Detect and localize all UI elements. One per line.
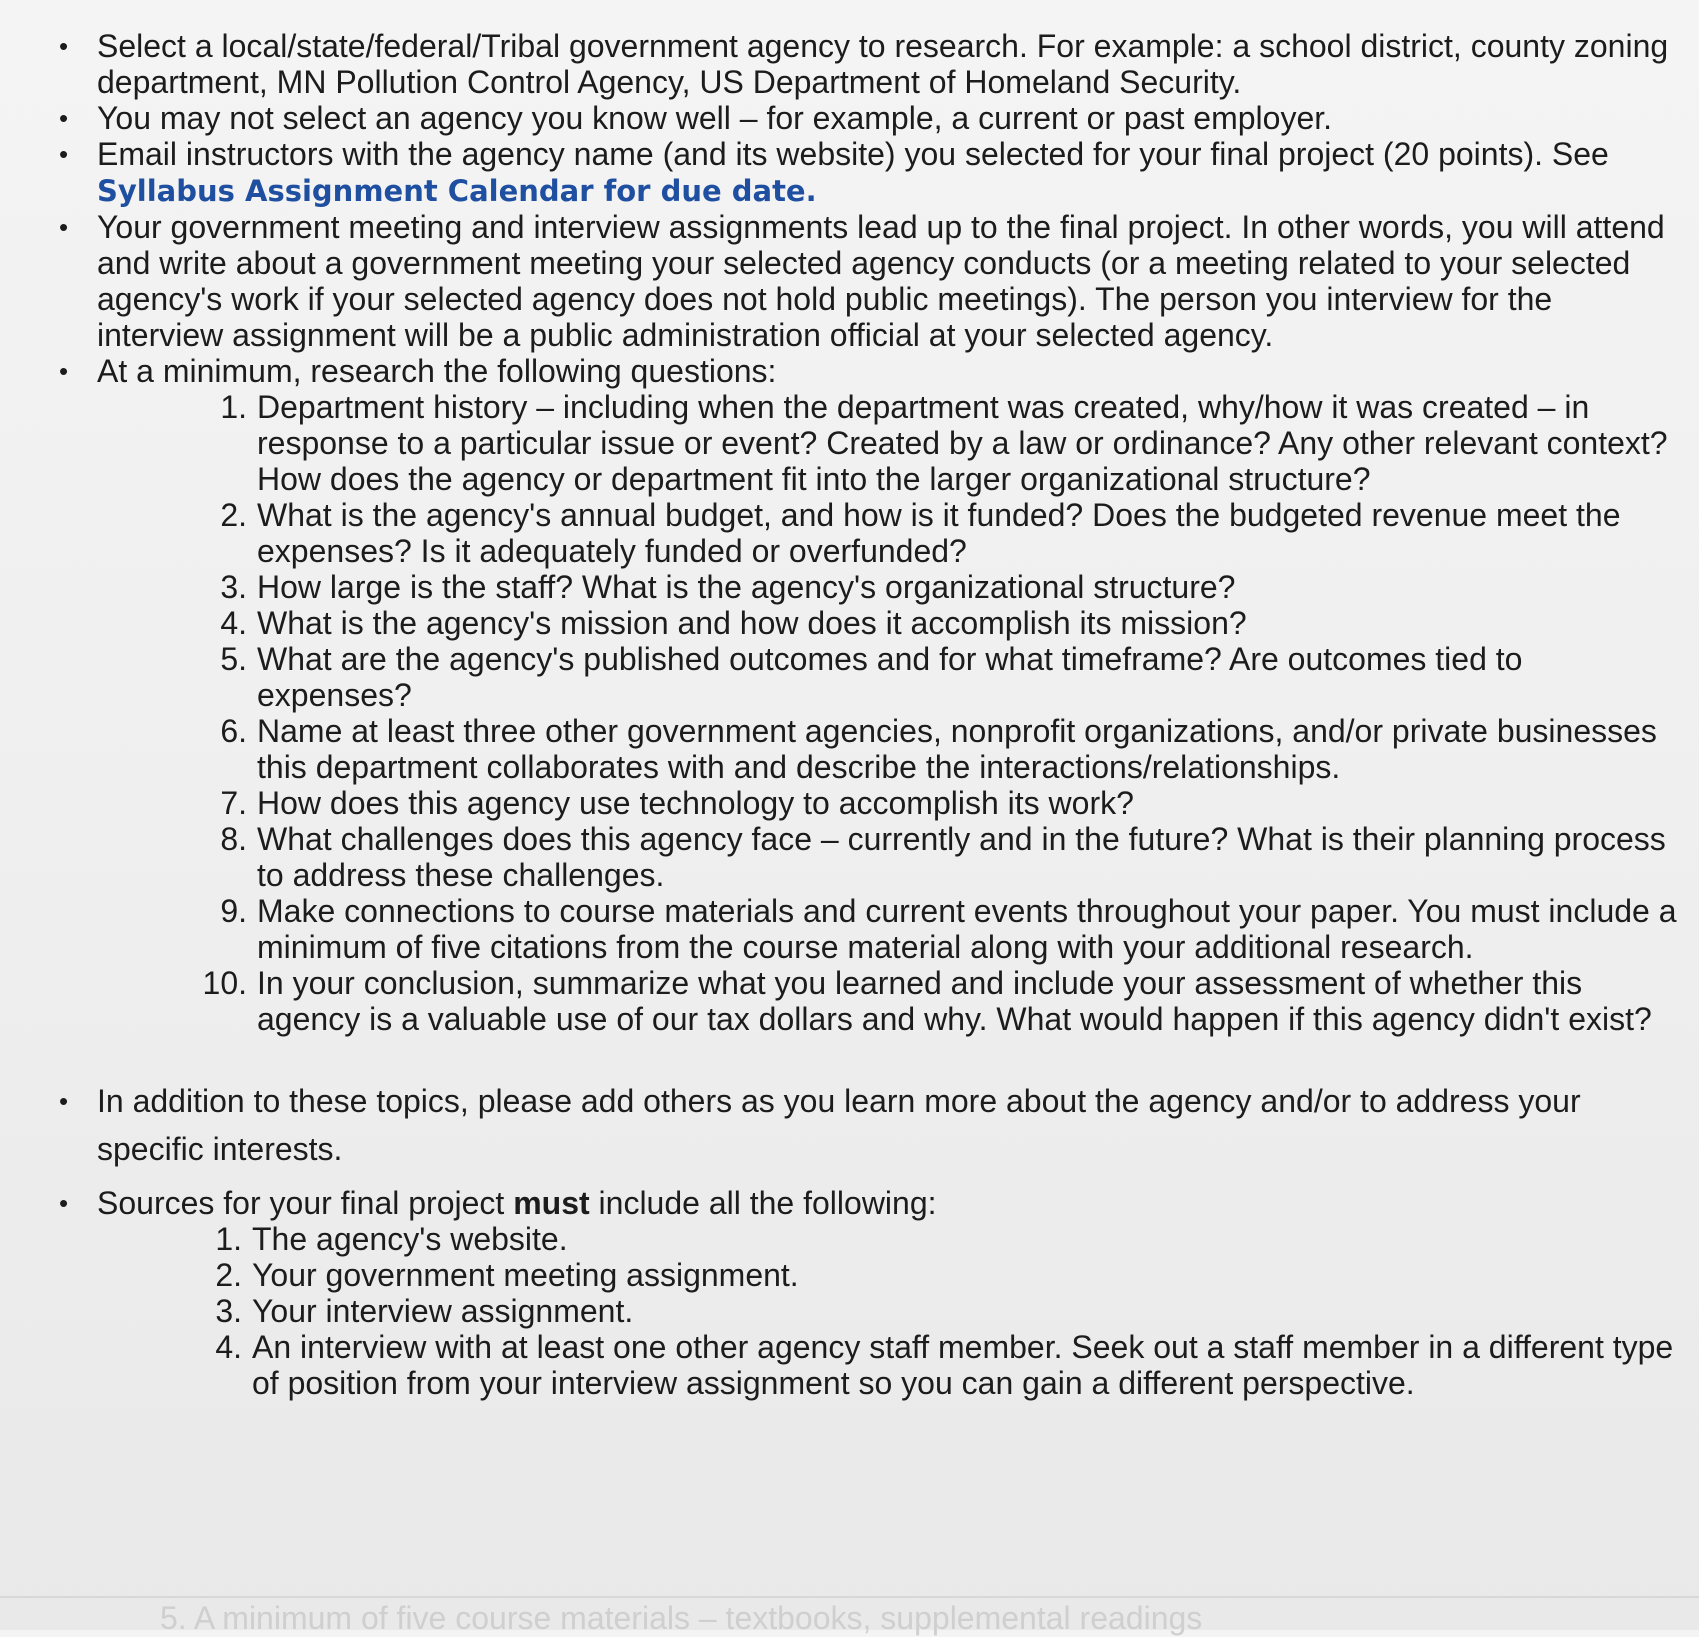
numbered-item xyxy=(97,1221,1680,1257)
item-number: 6. xyxy=(220,713,247,749)
item-text: Make connections to course materials and current events throughout your paper. You must include a minimum of five citations from the course material along with your additional research. xyxy=(257,893,1677,965)
numbered-item xyxy=(97,641,1680,713)
bullet-text: Sources for your final project xyxy=(97,1185,514,1221)
numbered-item xyxy=(97,497,1680,569)
numbered-item xyxy=(97,605,1680,641)
syllabus-calendar-link[interactable]: Syllabus Assignment Calendar for due date. xyxy=(97,174,817,208)
numbered-item xyxy=(97,1257,1680,1293)
bullet-text: Email instructors with the agency name (and its website) you selected for your final project (20 points). See xyxy=(97,136,1609,172)
bullet-icon: • xyxy=(59,31,69,61)
list-item xyxy=(55,209,1680,353)
numbered-item xyxy=(97,965,1680,1037)
item-text: What is the agency's annual budget, and how is it funded? Does the budgeted revenue meet the expenses? Is it adequately funded or overfunded? xyxy=(257,497,1621,569)
numbered-item xyxy=(97,713,1680,785)
emphasis-must: must xyxy=(513,1185,590,1221)
numbered-item xyxy=(97,1293,1680,1329)
item-number: 1. xyxy=(220,389,247,425)
bullet-text: Your government meeting and interview assignments lead up to the final project. In other words, you will attend and write about a government meeting your selected agency conducts (or a meeting related to your selected agency's work if your selected agency does not hold public meetings). The person you interview for the interview assignment will be a public administration official at your selected agency. xyxy=(97,209,1665,353)
sources-list xyxy=(97,1221,1680,1401)
bullet-text: include all the following: xyxy=(589,1185,937,1221)
bullet-icon: • xyxy=(59,1188,69,1218)
item-number: 1. xyxy=(215,1221,242,1257)
bullet-text: In addition to these topics, please add others as you learn more about the agency and/or to address your specific interests. xyxy=(97,1083,1581,1167)
list-item xyxy=(55,1185,1680,1401)
item-number: 8. xyxy=(220,821,247,857)
item-text: Name at least three other government agencies, nonprofit organizations, and/or private businesses this department collaborates with and describe the interactions/relationships. xyxy=(257,713,1657,785)
numbered-item xyxy=(97,1329,1680,1401)
numbered-item xyxy=(97,821,1680,893)
item-number: 5. xyxy=(220,641,247,677)
item-number: 10. xyxy=(202,965,247,1001)
item-text: Your interview assignment. xyxy=(252,1293,634,1329)
item-text: What challenges does this agency face – currently and in the future? What is their planning process to address these challenges. xyxy=(257,821,1666,893)
item-text: In your conclusion, summarize what you learned and include your assessment of whether this agency is a valuable use of our tax dollars and why. What would happen if this agency didn't exist? xyxy=(257,965,1652,1037)
item-number: 3. xyxy=(215,1293,242,1329)
bullet-text: Select a local/state/federal/Tribal government agency to research. For example: a school district, county zoning department, MN Pollution Control Agency, US Department of Homeland Security. xyxy=(97,28,1669,100)
divider xyxy=(0,1596,1699,1598)
bullet-text: At a minimum, research the following questions: xyxy=(97,353,777,389)
assignment-document xyxy=(55,28,1680,1401)
item-text: What are the agency's published outcomes and for what timeframe? Are outcomes tied to expenses? xyxy=(257,641,1523,713)
item-number: 4. xyxy=(220,605,247,641)
instruction-list xyxy=(55,28,1680,1401)
research-questions-list xyxy=(97,389,1680,1037)
item-number: 9. xyxy=(220,893,247,929)
numbered-item xyxy=(97,893,1680,965)
list-item xyxy=(55,28,1680,100)
bullet-icon: • xyxy=(59,356,69,386)
faded-list-item: 5. A minimum of five course materials – textbooks, supplemental readings xyxy=(160,1600,1203,1636)
bullet-text: You may not select an agency you know well – for example, a current or past employer. xyxy=(97,100,1333,136)
item-number: 2. xyxy=(215,1257,242,1293)
item-text: What is the agency's mission and how does it accomplish its mission? xyxy=(257,605,1247,641)
list-item xyxy=(55,100,1680,136)
item-text: Department history – including when the department was created, why/how it was created – in response to a particular issue or event? Created by a law or ordinance? Any other relevant context? How does the agency or department fit into the larger organizational structure? xyxy=(257,389,1668,497)
item-text: The agency's website. xyxy=(252,1221,568,1257)
numbered-item xyxy=(97,785,1680,821)
numbered-item xyxy=(97,569,1680,605)
list-item xyxy=(55,1077,1680,1173)
bullet-icon: • xyxy=(59,139,69,169)
bullet-icon: • xyxy=(59,1086,69,1116)
item-number: 2. xyxy=(220,497,247,533)
bullet-icon: • xyxy=(59,212,69,242)
item-number: 7. xyxy=(220,785,247,821)
numbered-item xyxy=(97,389,1680,497)
list-item xyxy=(55,136,1680,209)
item-text: How large is the staff? What is the agency's organizational structure? xyxy=(257,569,1236,605)
item-text: Your government meeting assignment. xyxy=(252,1257,799,1293)
item-number: 4. xyxy=(215,1329,242,1365)
bullet-icon: • xyxy=(59,103,69,133)
list-item xyxy=(55,353,1680,1037)
item-text: How does this agency use technology to accomplish its work? xyxy=(257,785,1134,821)
item-text: An interview with at least one other agency staff member. Seek out a staff member in a different type of position from your interview assignment so you can gain a different perspective. xyxy=(252,1329,1674,1401)
item-number: 3. xyxy=(220,569,247,605)
